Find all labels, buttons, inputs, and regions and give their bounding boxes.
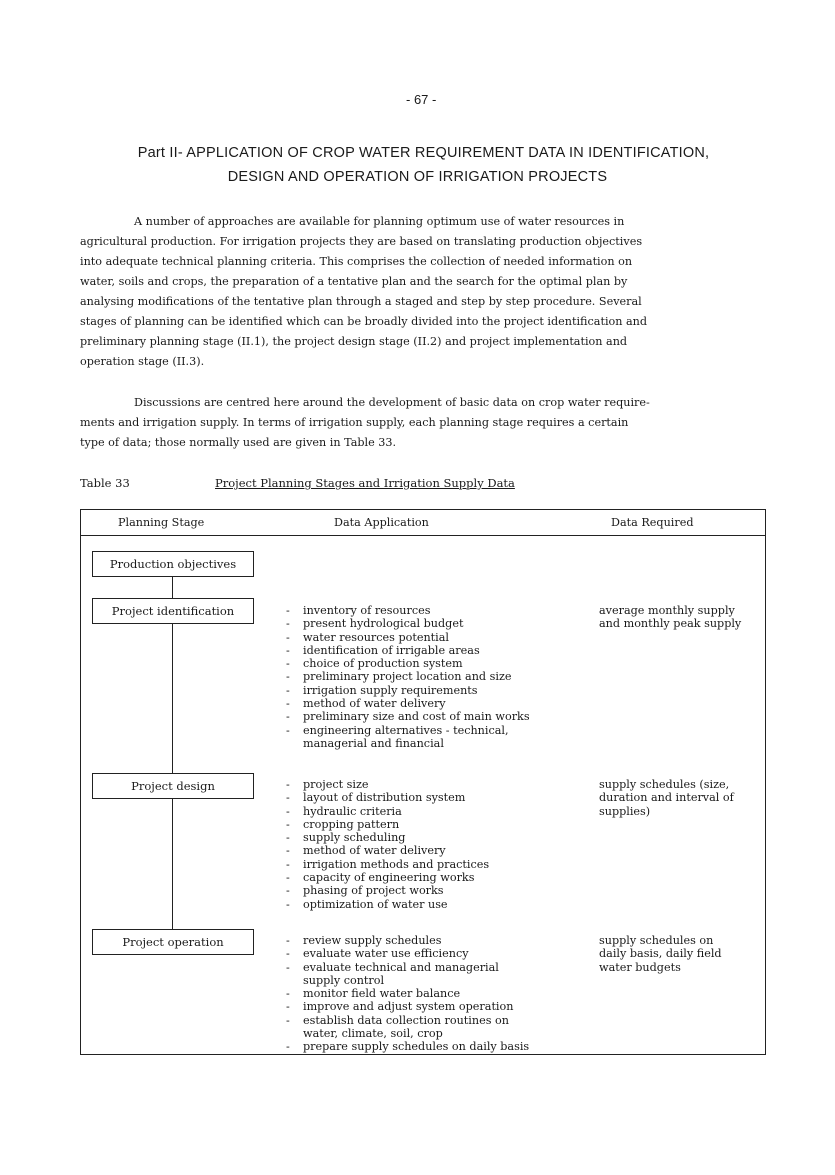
application-text: establish data collection routines on (303, 1013, 509, 1027)
paragraph-line: into adequate technical planning criteria. This comprises the collection of needed information on (80, 255, 633, 268)
bullet-dash: - (286, 804, 290, 818)
application-item (286, 871, 489, 884)
paragraph-line: Discussions are centred here around the development of basic data on crop water require- (134, 396, 650, 409)
application-text: monitor field water balance (303, 987, 461, 1001)
application-item (286, 724, 530, 737)
paragraph-line: type of data; those normally used are given in Table 33. (80, 436, 397, 449)
bullet-dash: - (286, 778, 290, 791)
application-text: water resources potential (303, 630, 449, 644)
bullet-dash: - (286, 987, 290, 1001)
stage-connector (172, 576, 173, 599)
application-text: inventory of resources (303, 604, 431, 617)
paragraph-line: ments and irrigation supply. In terms of irrigation supply, each planning stage requires a certain (80, 416, 629, 429)
required-identification (599, 604, 741, 631)
application-text: review supply schedules (303, 934, 442, 947)
header-data-application: Data Application (334, 516, 429, 529)
required-line: and monthly peak supply (599, 617, 742, 631)
application-text: project size (303, 778, 369, 791)
application-item (286, 805, 489, 818)
application-item (286, 778, 489, 791)
application-item (286, 657, 530, 670)
application-text: hydraulic criteria (303, 804, 402, 818)
required-line: supply schedules (size, (599, 778, 730, 791)
application-text: irrigation supply requirements (303, 683, 478, 697)
required-line: daily basis, daily field (599, 947, 722, 961)
application-item (286, 604, 530, 617)
application-item (286, 697, 530, 710)
application-item (286, 710, 530, 723)
part-title-line-2: DESIGN AND OPERATION OF IRRIGATION PROJECTS (227, 169, 608, 185)
stage-connector (172, 797, 173, 929)
application-text: preliminary size and cost of main works (303, 710, 530, 724)
bullet-dash: - (286, 630, 290, 644)
table-label: Table 33 (80, 476, 130, 490)
application-item (286, 987, 529, 1000)
application-item-continuation (286, 974, 529, 987)
required-line: supplies) (599, 804, 651, 818)
bullet-dash: - (286, 884, 290, 898)
application-text: choice of production system (303, 657, 463, 671)
application-item (286, 934, 529, 947)
bullet-dash: - (286, 657, 290, 671)
stage-project-identification: Project identification (92, 598, 254, 624)
application-item (286, 791, 489, 804)
application-item (286, 858, 489, 871)
bullet-dash: - (286, 934, 290, 947)
application-text: capacity of engineering works (303, 871, 475, 885)
intro-paragraph (80, 212, 770, 372)
application-text: phasing of project works (303, 884, 444, 898)
part-title-line-1: Part II- APPLICATION OF CROP WATER REQUIREMENT DATA IN IDENTIFICATION, (137, 145, 710, 161)
application-item (286, 818, 489, 831)
bullet-dash: - (286, 604, 290, 617)
paragraph-line: agricultural production. For irrigation projects they are based on translating production objectives (80, 235, 643, 248)
required-operation (599, 934, 722, 974)
stage-project-design: Project design (92, 773, 254, 799)
application-item (286, 831, 489, 844)
application-text: engineering alternatives - technical, (303, 723, 509, 737)
required-line: duration and interval of (599, 791, 734, 805)
application-text: optimization of water use (303, 897, 448, 911)
application-item (286, 617, 530, 630)
paragraph-line: preliminary planning stage (II.1), the project design stage (II.2) and project implementation and (80, 335, 628, 348)
bullet-dash: - (286, 643, 290, 657)
bullet-dash: - (286, 1040, 290, 1054)
paragraph-line: operation stage (II.3). (80, 355, 205, 368)
application-item (286, 1014, 529, 1027)
discussion-paragraph (80, 393, 770, 453)
application-text: prepare supply schedules on daily basis (303, 1040, 530, 1054)
paragraph-line: water, soils and crops, the preparation of a tentative plan and the search for the optimal plan by (80, 275, 628, 288)
header-divider (80, 535, 765, 536)
application-text: evaluate technical and managerial (303, 960, 499, 974)
application-item (286, 884, 489, 897)
application-item-continuation (286, 1027, 529, 1040)
application-item (286, 684, 530, 697)
application-text: improve and adjust system operation (303, 1000, 514, 1014)
bullet-dash: - (286, 697, 290, 711)
application-text: managerial and financial (303, 736, 444, 750)
bullet-dash: - (286, 857, 290, 871)
bullet-dash: - (286, 960, 290, 974)
application-item (286, 898, 489, 911)
paragraph-line: A number of approaches are available for planning optimum use of water resources in (134, 215, 625, 228)
application-item (286, 644, 530, 657)
application-text: evaluate water use efficiency (303, 947, 469, 961)
application-item (286, 844, 489, 857)
paragraph-line: stages of planning can be identified which can be broadly divided into the project identification and (80, 315, 648, 328)
application-text: identification of irrigable areas (303, 643, 480, 657)
application-text: present hydrological budget (303, 617, 464, 631)
application-item (286, 631, 530, 644)
bullet-dash: - (286, 831, 290, 845)
bullet-dash: - (286, 670, 290, 684)
application-item (286, 1040, 529, 1053)
application-text: preliminary project location and size (303, 670, 512, 684)
application-item-continuation (286, 737, 530, 750)
application-item (286, 670, 530, 683)
header-data-required: Data Required (611, 516, 694, 529)
page-number: - 67 - (406, 92, 437, 107)
required-line: water budgets (599, 960, 681, 974)
bullet-dash: - (286, 897, 290, 911)
table-title: Project Planning Stages and Irrigation Supply Data (215, 476, 515, 490)
application-item (286, 947, 529, 960)
application-text: irrigation methods and practices (303, 857, 490, 871)
application-text: layout of distribution system (303, 791, 466, 805)
bullet-dash: - (286, 844, 290, 858)
stage-production-objectives: Production objectives (92, 551, 254, 577)
stage-connector (172, 622, 173, 774)
header-planning-stage: Planning Stage (118, 516, 205, 529)
application-text: water, climate, soil, crop (303, 1027, 443, 1041)
bullet-dash: - (286, 710, 290, 724)
bullet-dash: - (286, 617, 290, 631)
applications-design (286, 778, 489, 911)
required-design (599, 778, 734, 818)
application-text: method of water delivery (303, 844, 446, 858)
application-text: supply scheduling (303, 831, 406, 845)
bullet-dash: - (286, 723, 290, 737)
bullet-dash: - (286, 791, 290, 805)
applications-identification (286, 604, 530, 750)
bullet-dash: - (286, 1013, 290, 1027)
required-line: average monthly supply (599, 604, 735, 617)
stage-project-operation: Project operation (92, 929, 254, 955)
applications-operation (286, 934, 529, 1054)
bullet-dash: - (286, 947, 290, 961)
application-text: supply control (303, 973, 385, 987)
application-text: method of water delivery (303, 697, 446, 711)
required-line: supply schedules on (599, 934, 714, 947)
bullet-dash: - (286, 683, 290, 697)
bullet-dash: - (286, 871, 290, 885)
application-item (286, 961, 529, 974)
application-text: cropping pattern (303, 817, 400, 831)
paragraph-line: analysing modifications of the tentative plan through a staged and step by step procedure. Several (80, 295, 642, 308)
bullet-dash: - (286, 817, 290, 831)
bullet-dash: - (286, 1000, 290, 1014)
application-item (286, 1000, 529, 1013)
